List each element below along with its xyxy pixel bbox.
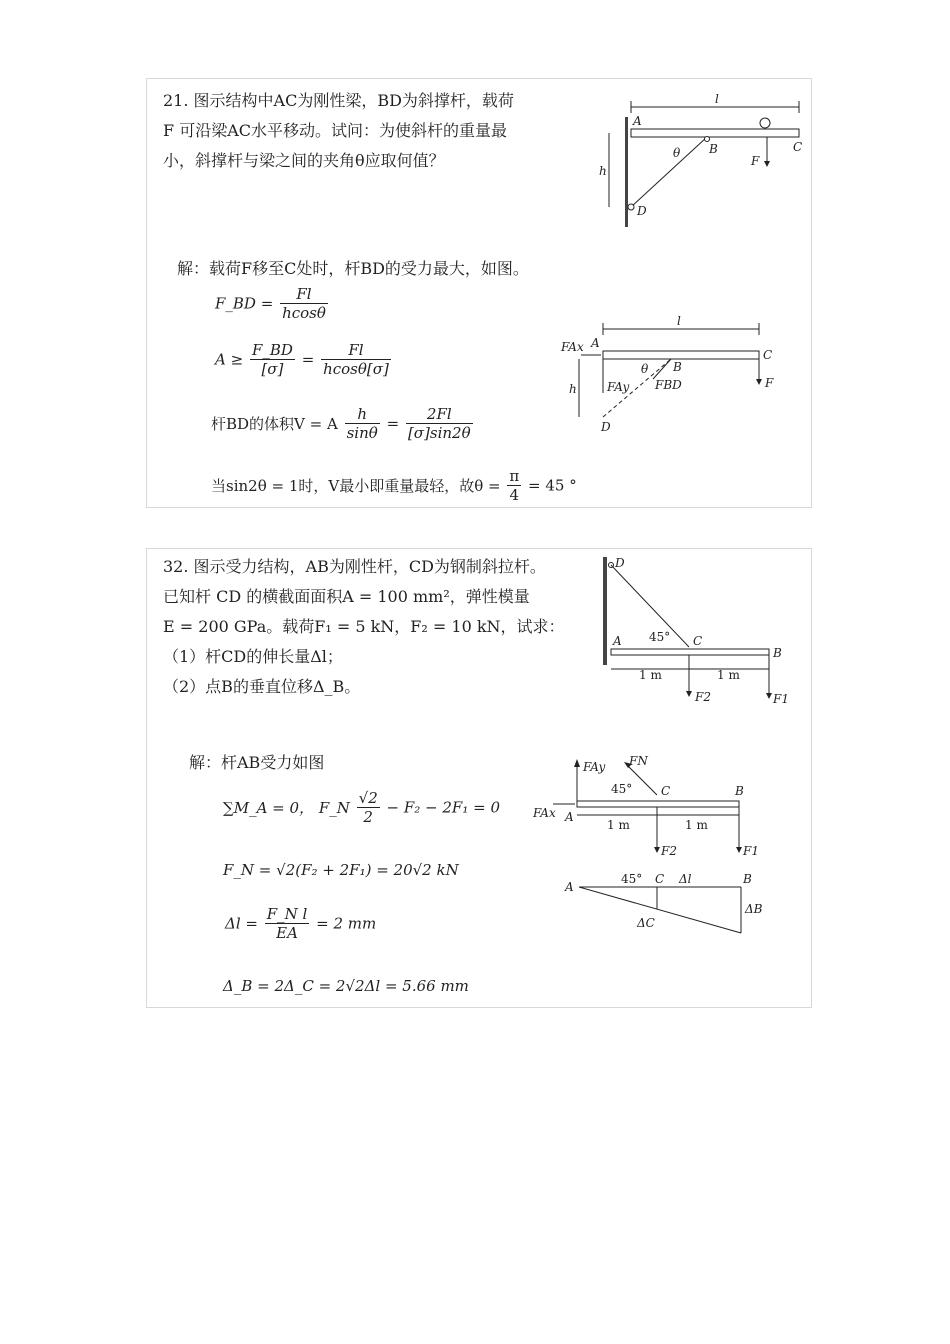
fig-struct-len-2: 1 m <box>717 668 740 682</box>
problem-21-conclusion <box>211 467 577 504</box>
fig1-label-C: C <box>793 140 803 154</box>
eq3-num-2: 2Fl <box>406 405 473 424</box>
fig1-label-F: F <box>751 154 760 168</box>
p32-eq3-num: F_N l <box>266 905 308 923</box>
fig1-label-B: B <box>709 142 718 156</box>
problem-32-eq1 <box>223 789 500 826</box>
eq2-den-2: hcosθ[σ] <box>323 360 389 378</box>
disp-label-B: B <box>743 872 752 886</box>
p32-eq3-den: EA <box>276 924 298 942</box>
conclusion-num: π <box>509 467 520 485</box>
p32-eq3-lhs: Δl = <box>225 914 258 933</box>
problem-32-structure-figure <box>601 553 801 713</box>
eq3-num-1: h <box>345 405 380 424</box>
fig1-label-theta: θ <box>673 146 681 160</box>
problem-21-line-1: 21. 图示结构中AC为刚性梁，BD为斜撑杆，载荷 <box>163 91 514 110</box>
fbd-label-C: C <box>661 784 671 798</box>
problem-21-structure-figure <box>587 89 807 229</box>
fig-struct-label-C: C <box>693 634 703 648</box>
disp-label-dC: ΔC <box>637 916 655 930</box>
conclusion-den: 4 <box>509 486 520 504</box>
fbd-label-FAx: FAx <box>533 806 556 820</box>
eq2-lhs: A ≥ <box>215 350 244 369</box>
fbd-label-A: A <box>565 810 574 824</box>
fig1-label-A: A <box>633 114 642 128</box>
fig-struct-label-F2: F2 <box>695 690 711 704</box>
problem-32-line-3: E = 200 GPa。载荷F₁ = 5 kN，F₂ = 10 kN，试求： <box>163 617 565 636</box>
problem-21-eq1 <box>215 285 330 322</box>
eq1-lhs: F_BD = <box>215 294 274 313</box>
conclusion-fraction <box>507 467 521 504</box>
eq3-fraction-2 <box>406 405 473 442</box>
problem-32-eq2: F_N = √2(F₂ + 2F₁) = 20√2 kN <box>223 861 459 879</box>
fig-struct-label-F1: F1 <box>773 692 789 706</box>
fig1-label-h: h <box>599 164 607 178</box>
p32-eq1-fraction <box>357 789 380 826</box>
fig2-label-F: F <box>765 376 774 390</box>
fig-struct-label-D: D <box>615 556 625 570</box>
eq2-den-1: [σ] <box>261 360 284 378</box>
eq3-prefix: 杆BD的体积V = A <box>211 415 338 433</box>
problem-21-free-body-figure <box>561 314 801 437</box>
eq3-den-2: [σ]sin2θ <box>407 424 471 442</box>
problem-32-line-2: 已知杆 CD 的横截面面积A = 100 mm²，弹性模量 <box>163 587 530 606</box>
fbd-len-1: 1 m <box>607 818 630 832</box>
fig2-label-FAy: FAy <box>607 380 630 394</box>
problem-32-card <box>146 548 812 1008</box>
fig2-label-D: D <box>601 420 611 434</box>
problem-21-line-3: 小，斜撑杆与梁之间的夹角θ应取何值？ <box>163 151 445 170</box>
fig-struct-len-1: 1 m <box>639 668 662 682</box>
fig-struct-label-A: A <box>613 634 622 648</box>
problem-32-eq3 <box>225 905 376 942</box>
fbd-label-FAy: FAy <box>583 760 606 774</box>
problem-32-line-5: （2）点B的垂直位移Δ_B。 <box>163 677 361 696</box>
conclusion-value: = 45 ° <box>528 476 577 495</box>
fig2-label-B: B <box>673 360 682 374</box>
fig2-label-h: h <box>569 382 577 396</box>
problem-32-line-1: 32. 图示受力结构，AB为刚性杆，CD为钢制斜拉杆。 <box>163 557 546 576</box>
p32-eq1-text: ∑M_A = 0， F_N <box>223 799 350 817</box>
fig2-label-FBD: FBD <box>655 378 682 392</box>
disp-label-A: A <box>565 880 574 894</box>
problem-21-eq2: A ≥ $\frac{F\_BD}{[\sigma]}$ = $\frac{Fl}{hcos\theta[\sigma]}$ <box>215 341 389 378</box>
fig2-label-A: A <box>591 336 600 350</box>
p32-eq1-rest: − F₂ − 2F₁ = 0 <box>386 798 501 817</box>
fbd-label-F1: F1 <box>743 844 759 858</box>
p32-eq3-fraction <box>265 905 310 942</box>
fig1-label-D: D <box>637 204 647 218</box>
fbd-label-FN: FN <box>629 754 648 768</box>
eq2-fraction-2 <box>321 341 391 378</box>
problem-21-card <box>146 78 812 508</box>
fig1-label-l: l <box>715 92 719 106</box>
p32-eq3-rest: = 2 mm <box>316 914 377 933</box>
problem-21-solution-intro: 解：载荷F移至C处时，杆BD的受力最大，如图。 <box>177 259 529 278</box>
fig2-label-C: C <box>763 348 773 362</box>
eq2-num-1: F_BD <box>251 341 293 359</box>
eq1-fraction <box>280 285 328 322</box>
disp-label-angle: 45° <box>621 872 643 886</box>
fig2-label-l: l <box>677 314 681 328</box>
eq2-num-2: Fl <box>321 341 391 360</box>
fig2-label-theta: θ <box>641 362 649 376</box>
fbd-label-F2: F2 <box>661 844 677 858</box>
eq2-fraction-1 <box>250 341 295 378</box>
eq3-den-1: sinθ <box>346 424 378 442</box>
fbd-label-angle: 45° <box>611 782 633 796</box>
disp-label-dl: Δl <box>679 872 692 886</box>
fig-struct-label-angle: 45° <box>649 630 671 644</box>
fbd-label-B: B <box>735 784 744 798</box>
eq1-num: Fl <box>280 285 328 304</box>
eq1-den: hcosθ <box>282 304 326 322</box>
p32-eq1-den: 2 <box>363 808 373 826</box>
p32-eq1-num: √2 <box>358 789 378 807</box>
problem-21-line-2: F 可沿梁AC水平移动。试问：为使斜杆的重量最 <box>163 121 507 140</box>
conclusion-text: 当sin2θ = 1时，V最小即重量最轻，故θ = <box>211 477 501 495</box>
problem-32-eq4: Δ_B = 2Δ_C = 2√2Δl = 5.66 mm <box>223 977 469 995</box>
problem-21-eq3: 杆BD的体积V = A $\frac{h}{\sin\theta}$ = $\frac{2Fl}{[\sigma]\sin 2\theta}$ <box>211 405 471 442</box>
disp-label-dB: ΔB <box>745 902 763 916</box>
fig-struct-label-B: B <box>773 646 782 660</box>
problem-32-free-body-figure <box>529 755 789 865</box>
problem-32-solution-intro: 解：杆AB受力如图 <box>189 753 325 772</box>
disp-label-C: C <box>655 872 665 886</box>
eq3-fraction-1 <box>345 405 380 442</box>
problem-32-displacement-figure <box>559 869 799 939</box>
fbd-len-2: 1 m <box>685 818 708 832</box>
fig2-label-FAx: FAx <box>561 340 584 354</box>
problem-32-line-4: （1）杆CD的伸长量Δl； <box>163 647 343 666</box>
